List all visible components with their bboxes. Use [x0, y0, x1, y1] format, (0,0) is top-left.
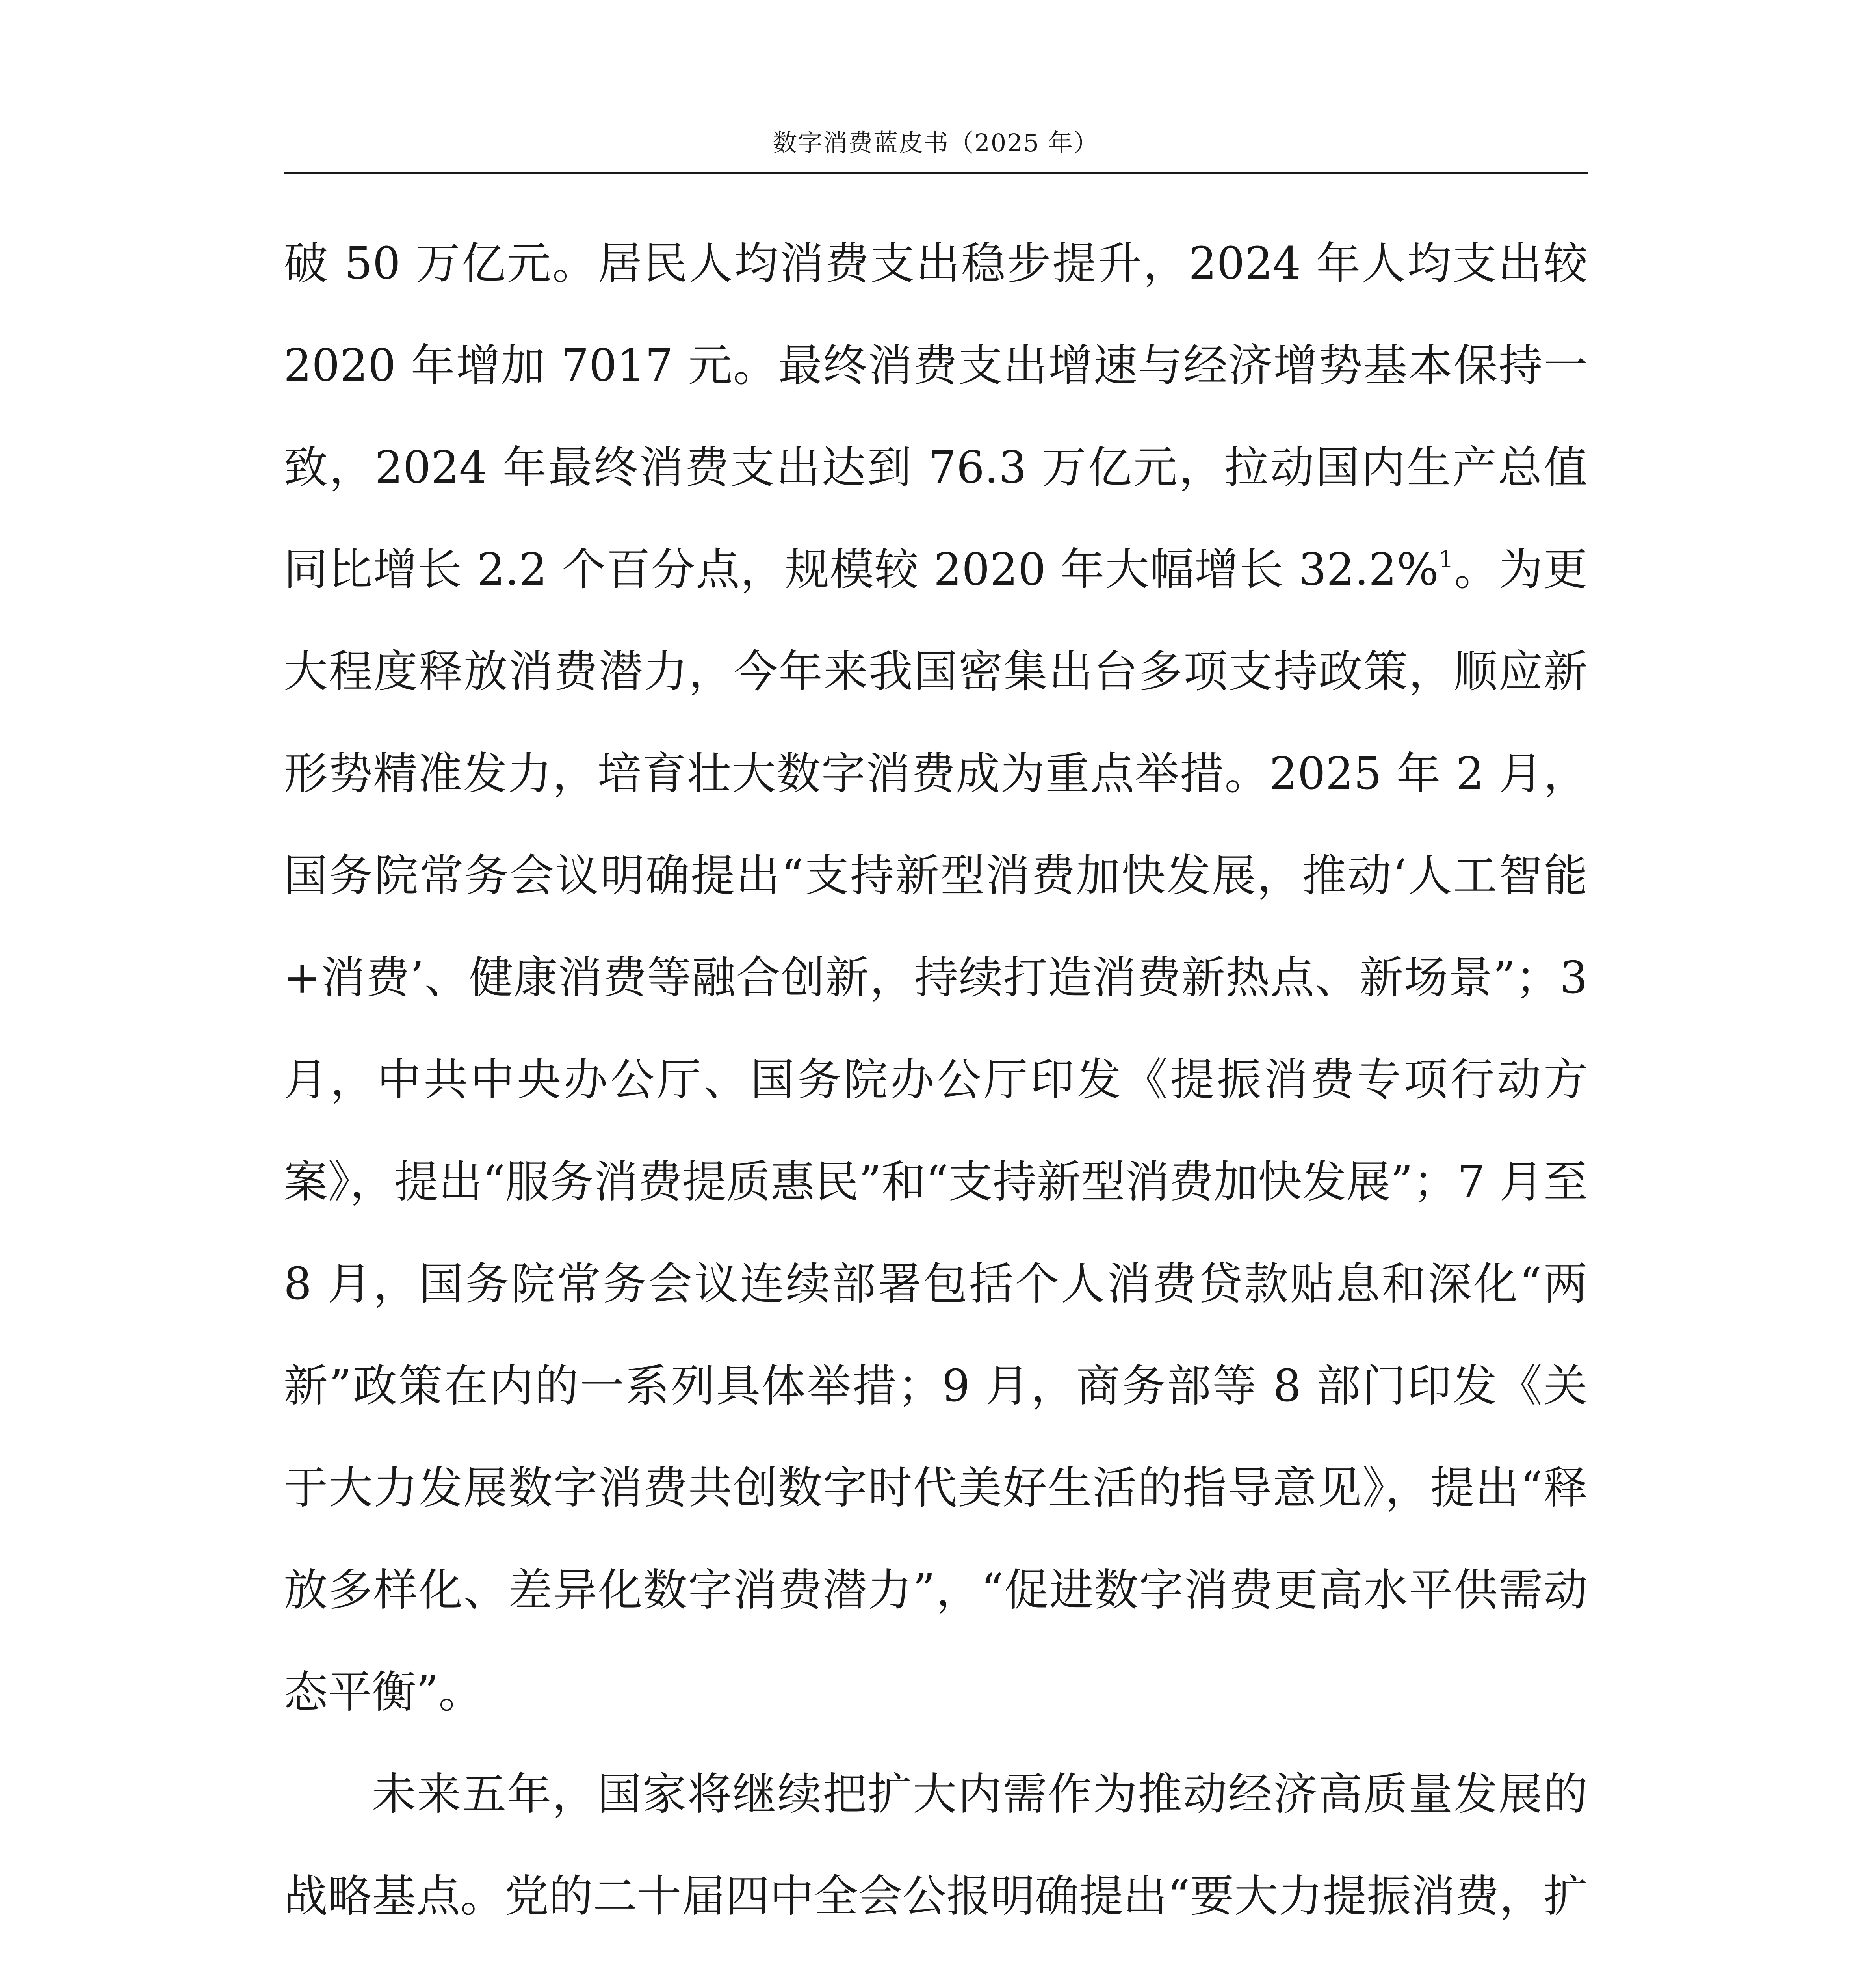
paragraph-2: 未来五年，国家将继续把扩大内需作为推动经济高质量发展的战略基点。党的二十届四中全会公报明确提出“要大力提振消费，扩: [284, 1769, 1588, 1922]
footnote-reference[interactable]: 1: [1438, 545, 1454, 573]
paragraph-1: [284, 213, 1588, 1743]
paragraph-1-text-before-footnote: 破 50 万亿元。居民人均消费支出稳步提升，2024 年人均支出较 2020 年增加 7017 元。最终消费支出增速与经济增势基本保持一致，2024 年最终消费支出达到 76.3 万亿元，拉动国内生产总值同比增长 2.2 个百分点，规模较 2020 年大幅增长 32.2%: [284, 238, 1588, 595]
header-rule: [284, 172, 1588, 174]
paragraph-1-text-after-footnote: 。为更大程度释放消费潜力，今年来我国密集出台多项支持政策，顺应新形势精准发力，培育壮大数字消费成为重点举措。2025 年 2 月，国务院常务会议明确提出“支持新型消费加快发展，推动‘人工智能+消费’、健康消费等融合创新，持续打造消费新热点、新场景”；3 月，中共中央办公厅、国务院办公厅印发《提振消费专项行动方案》，提出“服务消费提质惠民”和“支持新型消费加快发展”；7 月至 8 月，国务院常务会议连续部署包括个人消费贷款贴息和深化“两新”政策在内的一系列具体举措；9 月，商务部等 8 部门印发《关于大力发展数字消费共创数字时代美好生活的指导意见》，提出“释放多样化、差异化数字消费潜力”，“促进数字消费更高水平供需动态平衡”。: [284, 544, 1588, 1718]
running-header: 数字消费蓝皮书（2025 年）: [773, 128, 1099, 157]
body-text: [284, 213, 1588, 1970]
